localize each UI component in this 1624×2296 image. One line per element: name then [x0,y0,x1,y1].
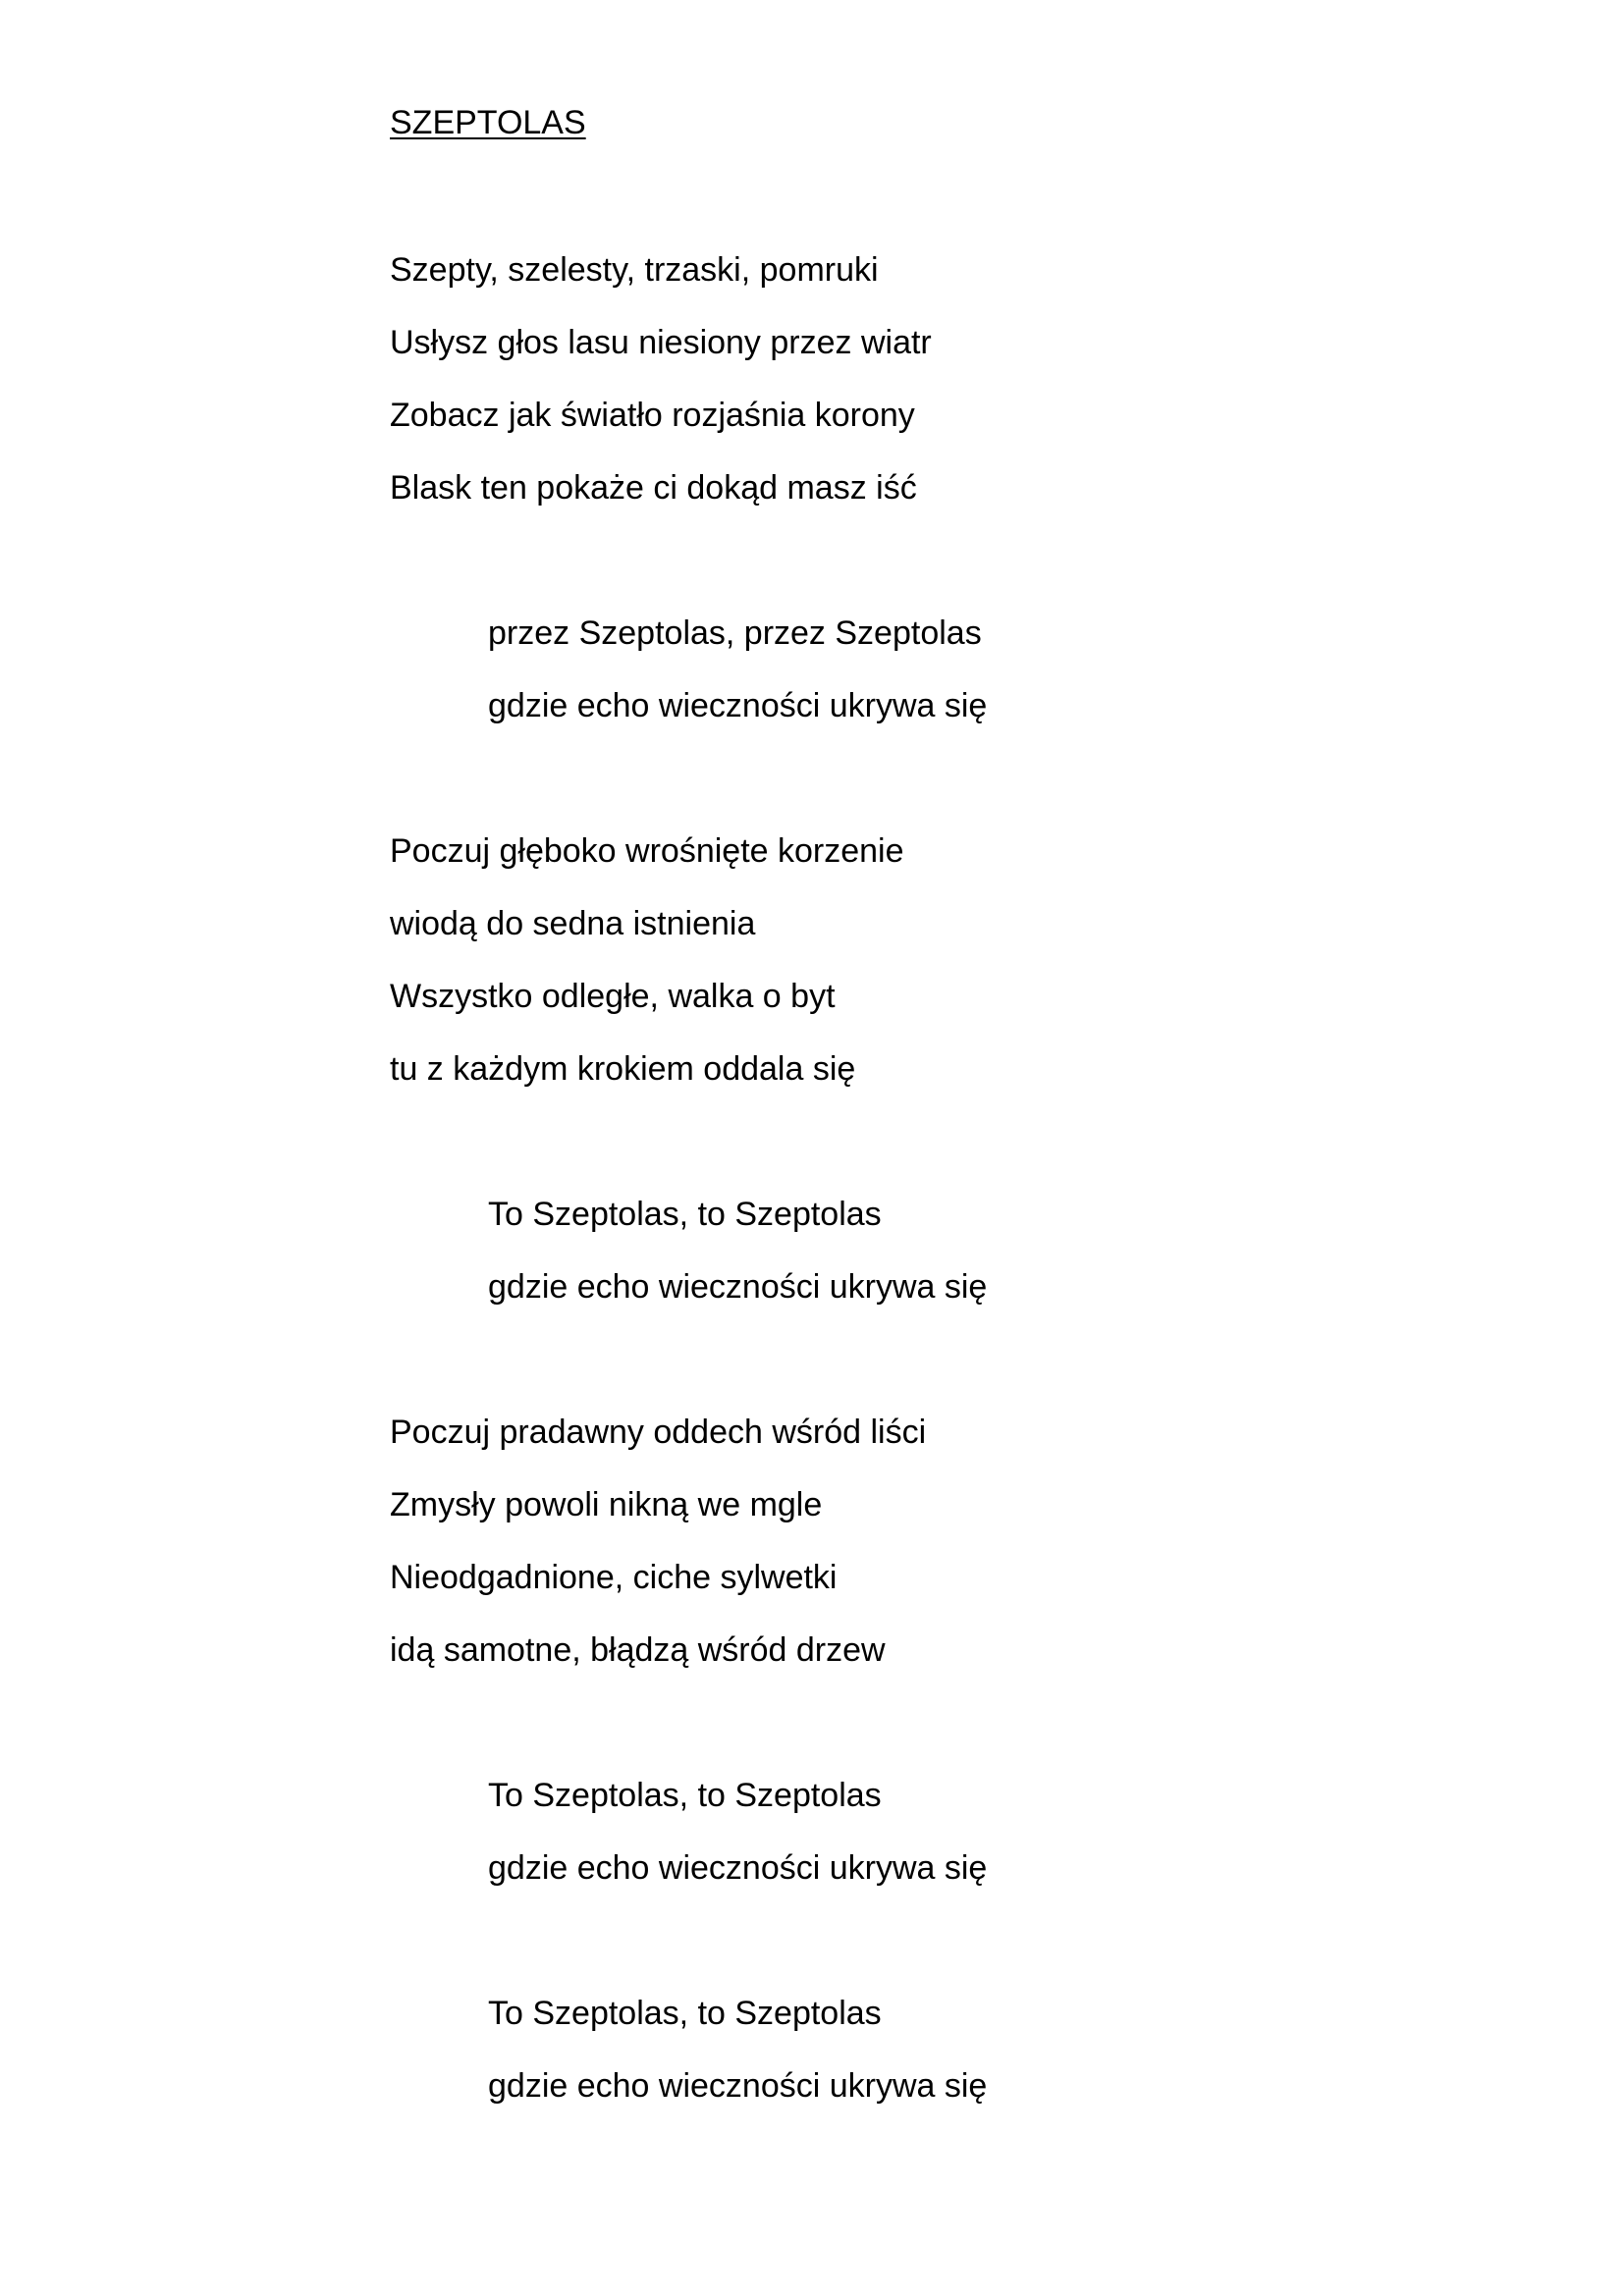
chorus-1-line-1: przez Szeptolas, przez Szeptolas [488,614,982,652]
stanza-1-line-2: Usłysz głos lasu niesiony przez wiatr [390,324,932,361]
chorus-4-line-1: To Szeptolas, to Szeptolas [488,1995,882,2032]
chorus-4-line-2: gdzie echo wieczności ukrywa się [488,2067,988,2105]
stanza-2-line-4: tu z każdym krokiem oddala się [390,1050,856,1088]
chorus-1-line-2: gdzie echo wieczności ukrywa się [488,687,988,724]
chorus-3-line-1: To Szeptolas, to Szeptolas [488,1777,882,1814]
stanza-3-line-1: Poczuj pradawny oddech wśród liści [390,1414,927,1451]
stanza-3-line-4: idą samotne, błądzą wśród drzew [390,1631,886,1669]
stanza-1-line-1: Szepty, szelesty, trzaski, pomruki [390,251,879,289]
stanza-1-line-4: Blask ten pokaże ci dokąd masz iść [390,469,917,507]
chorus-2-line-1: To Szeptolas, to Szeptolas [488,1196,882,1233]
stanza-1-line-3: Zobacz jak światło rozjaśnia korony [390,397,915,434]
stanza-3-line-3: Nieodgadnione, ciche sylwetki [390,1559,838,1596]
stanza-3-line-2: Zmysły powoli nikną we mgle [390,1486,823,1523]
chorus-2-line-2: gdzie echo wieczności ukrywa się [488,1268,988,1306]
chorus-3-line-2: gdzie echo wieczności ukrywa się [488,1849,988,1887]
stanza-2-line-2: wiodą do sedna istnienia [390,905,756,942]
stanza-2-line-3: Wszystko odległe, walka o byt [390,978,836,1015]
poem-title: SZEPTOLAS [390,104,586,141]
stanza-2-line-1: Poczuj głęboko wrośnięte korzenie [390,832,904,870]
